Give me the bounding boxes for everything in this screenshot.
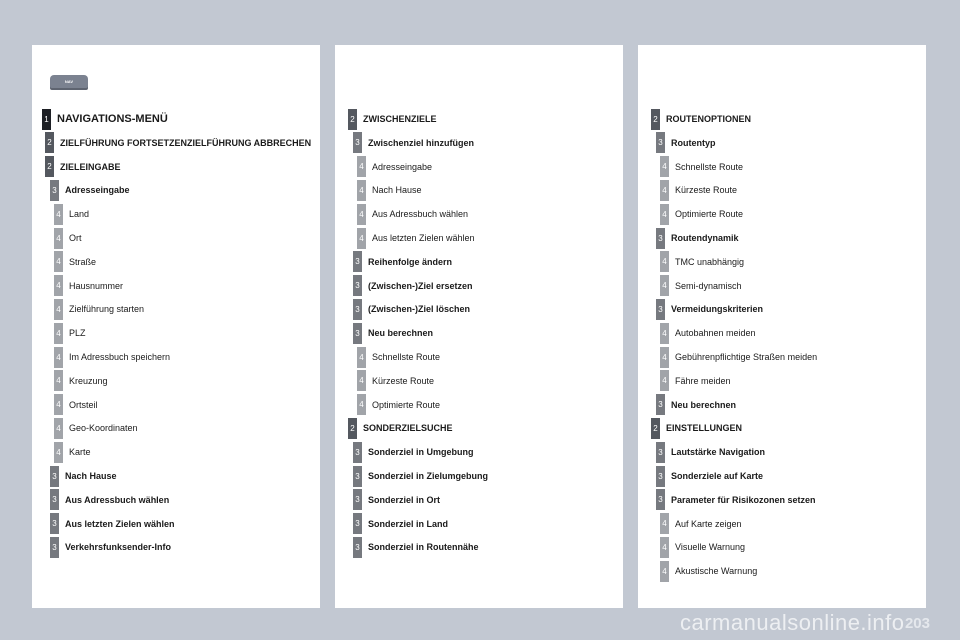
menu-item-label: Nach Hause	[65, 471, 117, 481]
menu-item	[660, 203, 743, 225]
level-badge: 3	[656, 394, 665, 415]
menu-item-label: Aus Adressbuch wählen	[65, 494, 170, 505]
menu-item-label: Ortsteil	[69, 399, 98, 410]
menu-item-label: Sonderziel in Ort	[368, 494, 441, 505]
level-badge: 4	[357, 204, 366, 225]
level-badge: 4	[660, 370, 669, 391]
menu-item-label: Im Adressbuch speichern	[69, 352, 171, 362]
level-badge: 2	[651, 418, 660, 439]
menu-item-label: Routendynamik	[671, 233, 739, 243]
menu-item	[54, 370, 108, 392]
page-number: 203	[904, 615, 930, 632]
menu-item-label: Sonderziele auf Karte	[671, 471, 764, 481]
nav-button-icon: NAV	[50, 75, 88, 88]
level-badge: 4	[660, 275, 669, 296]
menu-item	[660, 536, 745, 558]
level-badge: 3	[353, 323, 362, 344]
menu-item	[656, 394, 736, 416]
menu-item-label: SONDERZIELSUCHE	[363, 423, 453, 434]
menu-item-label: Akustische Warnung	[675, 566, 758, 577]
menu-item-label: Neu berechnen	[671, 399, 737, 410]
menu-item	[54, 417, 138, 439]
level-badge: 4	[54, 394, 63, 415]
menu-item-label: ROUTENOPTIONEN	[666, 114, 752, 124]
menu-item-label: Ort	[69, 233, 82, 243]
menu-item-label: Neu berechnen	[368, 328, 434, 339]
menu-item	[45, 132, 311, 154]
level-badge: 4	[357, 180, 366, 201]
level-badge: 4	[660, 251, 669, 272]
menu-item	[353, 536, 479, 558]
level-badge: 2	[348, 109, 357, 130]
menu-item-label: Reihenfolge ändern	[368, 256, 453, 267]
level-badge: 3	[50, 513, 59, 534]
level-badge: 4	[660, 513, 669, 534]
level-badge: 4	[357, 228, 366, 249]
menu-item	[353, 275, 473, 297]
menu-item-label: ZWISCHENZIELE	[363, 114, 437, 124]
level-badge: 3	[353, 466, 362, 487]
menu-item-label: Auf Karte zeigen	[675, 518, 742, 529]
menu-column-3	[638, 45, 926, 608]
level-badge: 4	[54, 275, 63, 296]
level-badge: 3	[656, 442, 665, 463]
menu-item	[348, 417, 453, 439]
menu-item-label: Schnellste Route	[675, 161, 744, 172]
menu-item	[50, 536, 171, 558]
level-badge: 4	[660, 204, 669, 225]
menu-item-label: Gebührenpflichtige Straßen meiden	[675, 352, 818, 362]
level-badge: 4	[357, 370, 366, 391]
menu-item-label: Semi-dynamisch	[675, 280, 742, 291]
menu-item	[54, 394, 98, 416]
level-badge: 4	[357, 156, 366, 177]
menu-item	[353, 441, 474, 463]
menu-item-label: EINSTELLUNGEN	[666, 423, 743, 434]
menu-item	[357, 346, 440, 368]
menu-item	[651, 417, 742, 439]
level-badge: 4	[54, 347, 63, 368]
menu-item-label: Autobahnen meiden	[675, 328, 756, 339]
menu-item	[656, 132, 716, 154]
menu-item	[357, 156, 432, 178]
menu-item	[660, 513, 742, 535]
level-badge: 3	[353, 442, 362, 463]
level-badge: 3	[50, 489, 59, 510]
menu-item-label: Parameter für Risikozonen setzen	[671, 494, 816, 505]
menu-item-label: Adresseingabe	[372, 161, 433, 172]
menu-item	[353, 513, 448, 535]
menu-item-label: Aus Adressbuch wählen	[372, 209, 469, 220]
menu-item-label: (Zwischen-)Ziel ersetzen	[368, 280, 473, 291]
level-badge: 2	[348, 418, 357, 439]
level-badge: 4	[54, 442, 63, 463]
menu-item	[651, 108, 751, 130]
menu-item	[353, 465, 488, 487]
menu-item-label: Kürzeste Route	[675, 185, 738, 196]
menu-item	[357, 394, 440, 416]
menu-item	[656, 489, 816, 511]
menu-item	[660, 560, 757, 582]
menu-item-label: Schnellste Route	[372, 352, 441, 362]
menu-item-label: Zwischenziel hinzufügen	[368, 137, 475, 148]
menu-item-label: Visuelle Warnung	[675, 542, 746, 553]
menu-item	[353, 298, 470, 320]
menu-column-2	[335, 45, 623, 608]
level-badge: 3	[353, 275, 362, 296]
menu-item-label: Straße	[69, 256, 97, 267]
menu-item	[353, 132, 474, 154]
level-badge: 4	[660, 323, 669, 344]
level-badge: 3	[656, 132, 665, 153]
level-badge: 3	[656, 466, 665, 487]
menu-item	[54, 251, 96, 273]
menu-item	[54, 227, 82, 249]
level-badge: 3	[50, 466, 59, 487]
menu-item	[656, 441, 765, 463]
level-badge: 3	[656, 299, 665, 320]
menu-item-label: Lautstärke Navigation	[671, 447, 766, 458]
level-badge: 4	[54, 370, 63, 391]
menu-item	[353, 322, 433, 344]
menu-item-label: Aus letzten Zielen wählen	[65, 518, 175, 529]
menu-item-label: Kreuzung	[69, 375, 108, 386]
menu-item	[660, 370, 731, 392]
menu-item-label: PLZ	[69, 328, 86, 339]
level-badge: 3	[50, 180, 59, 201]
menu-item	[50, 513, 175, 535]
menu-item	[660, 179, 737, 201]
menu-item	[50, 489, 169, 511]
level-badge: 1	[42, 109, 51, 130]
level-badge: 4	[54, 228, 63, 249]
level-badge: 2	[651, 109, 660, 130]
level-badge: 4	[660, 180, 669, 201]
menu-item-label: Fähre meiden	[675, 375, 731, 386]
menu-item	[54, 441, 91, 463]
menu-item	[353, 489, 440, 511]
menu-item	[656, 227, 739, 249]
level-badge: 3	[353, 489, 362, 510]
menu-item	[54, 203, 89, 225]
menu-item-label: Karte	[69, 447, 91, 458]
menu-item	[357, 179, 422, 201]
menu-item	[353, 251, 452, 273]
menu-item-label: Geo-Koordinaten	[69, 423, 138, 434]
menu-item	[660, 346, 817, 368]
menu-item-label: Optimierte Route	[675, 209, 744, 220]
menu-item-label: Aus letzten Zielen wählen	[372, 233, 475, 243]
level-badge: 3	[50, 537, 59, 558]
menu-item	[54, 298, 144, 320]
level-badge: 4	[660, 347, 669, 368]
menu-item-label: Nach Hause	[372, 185, 422, 196]
level-badge: 3	[656, 489, 665, 510]
level-badge: 4	[660, 156, 669, 177]
level-badge: 4	[660, 561, 669, 582]
level-badge: 2	[45, 156, 54, 177]
menu-item-label: Adresseingabe	[65, 185, 130, 196]
menu-item-label: Sonderziel in Routennähe	[368, 542, 479, 553]
level-badge: 3	[656, 228, 665, 249]
menu-item	[54, 322, 86, 344]
menu-item	[660, 322, 756, 344]
menu-item	[50, 465, 117, 487]
level-badge: 3	[353, 132, 362, 153]
menu-item-label: NAVIGATIONS-MENÜ	[57, 113, 168, 125]
menu-item-label: ZIELEINGABE	[60, 161, 121, 172]
menu-item	[357, 203, 468, 225]
menu-item	[660, 275, 742, 297]
menu-item-label: Vermeidungskriterien	[671, 304, 764, 315]
menu-item	[656, 465, 763, 487]
level-badge: 3	[353, 513, 362, 534]
level-badge: 4	[54, 204, 63, 225]
menu-item-label: Hausnummer	[69, 280, 124, 291]
level-badge: 3	[353, 299, 362, 320]
menu-item	[50, 179, 130, 201]
menu-item	[656, 298, 763, 320]
menu-item-label: Verkehrsfunksender-Info	[65, 542, 172, 553]
level-badge: 4	[357, 347, 366, 368]
menu-item	[348, 108, 437, 130]
menu-item	[54, 346, 170, 368]
level-badge: 4	[54, 299, 63, 320]
menu-item-label: Sonderziel in Umgebung	[368, 447, 474, 458]
menu-item	[54, 275, 123, 297]
level-badge: 4	[660, 537, 669, 558]
menu-item-label: ZIELFÜHRUNG FORTSETZENZIELFÜHRUNG ABBRECHEN	[60, 137, 312, 148]
menu-item-label: Sonderziel in Zielumgebung	[368, 471, 489, 481]
menu-item	[660, 156, 743, 178]
menu-item	[357, 370, 434, 392]
level-badge: 3	[353, 251, 362, 272]
menu-item-label: Optimierte Route	[372, 399, 441, 410]
level-badge: 4	[54, 418, 63, 439]
menu-item-label: (Zwischen-)Ziel löschen	[368, 304, 471, 315]
level-badge: 4	[357, 394, 366, 415]
menu-item-label: Routentyp	[671, 137, 716, 148]
level-badge: 3	[353, 537, 362, 558]
level-badge: 4	[54, 323, 63, 344]
menu-item	[357, 227, 475, 249]
menu-item-label: Zielführung starten	[69, 304, 145, 315]
menu-item-label: Kürzeste Route	[372, 375, 435, 386]
menu-item	[660, 251, 744, 273]
menu-item-label: Sonderziel in Land	[368, 518, 449, 529]
menu-column-1	[32, 45, 320, 608]
level-badge: 2	[45, 132, 54, 153]
menu-item	[45, 156, 121, 178]
watermark: carmanualsonline.info	[680, 610, 905, 635]
menu-item-label: TMC unabhängig	[675, 256, 745, 267]
menu-item	[42, 108, 168, 130]
menu-item-label: Land	[69, 209, 90, 220]
level-badge: 4	[54, 251, 63, 272]
